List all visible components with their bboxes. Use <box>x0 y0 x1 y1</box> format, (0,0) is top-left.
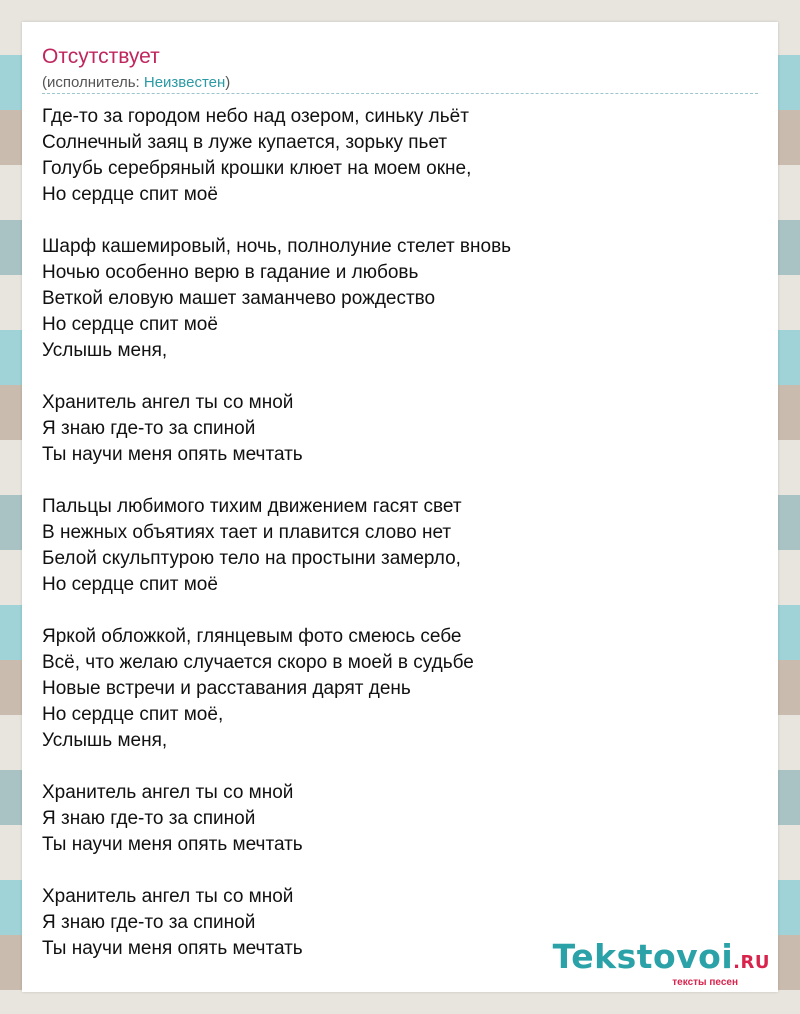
lyrics-card <box>22 22 778 992</box>
lyric-line: Но сердце спит моё <box>42 314 218 335</box>
stanza-gap <box>42 468 758 494</box>
lyric-line: Голубь серебряный крошки клюет на моем окне, <box>42 158 472 179</box>
lyric-line: Я знаю где-то за спиной <box>42 912 256 933</box>
logo-tld: .RU <box>733 952 770 973</box>
stanza-gap <box>42 598 758 624</box>
site-logo[interactable] <box>553 939 770 988</box>
lyric-line: Хранитель ангел ты со мной <box>42 392 294 413</box>
song-title: Отсутствует <box>42 45 160 68</box>
lyric-line: Белой скульптурою тело на простыни замерло, <box>42 548 461 569</box>
artist-prefix: (исполнитель: <box>42 74 144 91</box>
lyric-line: Ты научи меня опять мечтать <box>42 444 303 465</box>
logo-wordmark <box>553 939 770 981</box>
lyric-line: Ночью особенно верю в гадание и любовь <box>42 262 419 283</box>
title-divider <box>42 93 758 94</box>
artist-suffix: ) <box>225 74 231 91</box>
lyric-line: Но сердце спит моё, <box>42 704 224 725</box>
stanza-gap <box>42 858 758 884</box>
logo-tagline: тексты песен <box>672 977 738 988</box>
lyric-line: Я знаю где-то за спиной <box>42 418 256 439</box>
lyric-line: Где-то за городом небо над озером, синьку льёт <box>42 106 469 127</box>
lyric-line: Хранитель ангел ты со мной <box>42 886 294 907</box>
lyric-line: Услышь меня, <box>42 730 168 751</box>
lyrics-body <box>42 104 758 962</box>
lyric-line: Услышь меня, <box>42 340 168 361</box>
lyric-line: Я знаю где-то за спиной <box>42 808 256 829</box>
logo-name: Tekstovoi <box>552 937 734 976</box>
stanza-gap <box>42 208 758 234</box>
lyric-line: Солнечный заяц в луже купается, зорьку пьет <box>42 132 448 153</box>
artist-link[interactable]: Неизвестен <box>143 74 226 91</box>
stanza-gap <box>42 754 758 780</box>
stanza-gap <box>42 364 758 390</box>
lyric-line: Но сердце спит моё <box>42 184 218 205</box>
lyric-line: Всё, что желаю случается скоро в моей в судьбе <box>42 652 474 673</box>
artist-line <box>42 73 230 93</box>
lyric-line: Новые встречи и расставания дарят день <box>42 678 411 699</box>
lyric-line: Яркой обложкой, глянцевым фото смеюсь себе <box>42 626 462 647</box>
lyric-line: Ты научи меня опять мечтать <box>42 834 303 855</box>
lyric-line: Ты научи меня опять мечтать <box>42 938 303 959</box>
lyric-line: Шарф кашемировый, ночь, полнолуние стелет вновь <box>42 236 512 257</box>
lyric-line: Веткой еловую машет заманчево рождество <box>42 288 436 309</box>
lyric-line: В нежных объятиях тает и плавится слово нет <box>42 522 452 543</box>
lyric-line: Пальцы любимого тихим движением гасят свет <box>42 496 462 517</box>
lyric-line: Хранитель ангел ты со мной <box>42 782 294 803</box>
lyric-line: Но сердце спит моё <box>42 574 218 595</box>
